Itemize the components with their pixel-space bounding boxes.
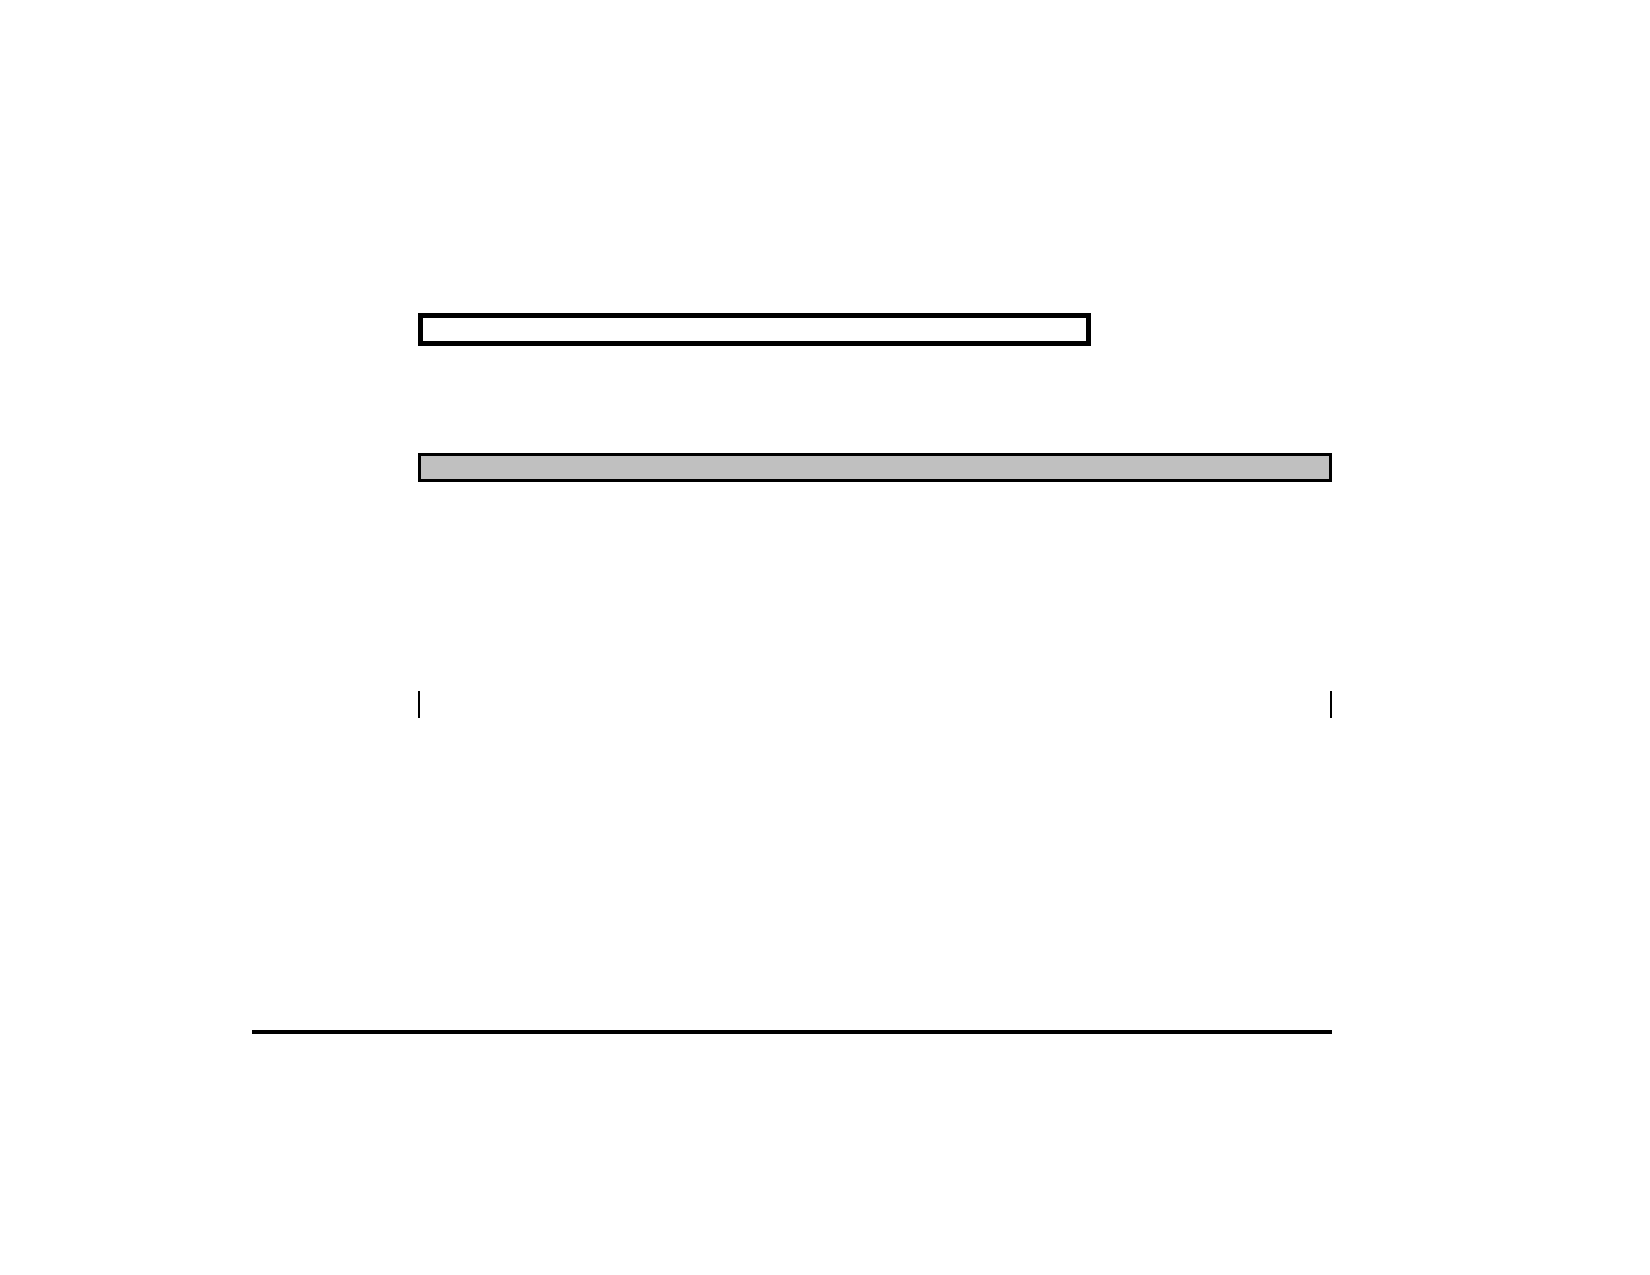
urges-header-row bbox=[418, 691, 1332, 718]
name-field[interactable] bbox=[418, 313, 1091, 346]
rating-note bbox=[418, 453, 1332, 482]
skills-line bbox=[252, 1030, 1332, 1034]
